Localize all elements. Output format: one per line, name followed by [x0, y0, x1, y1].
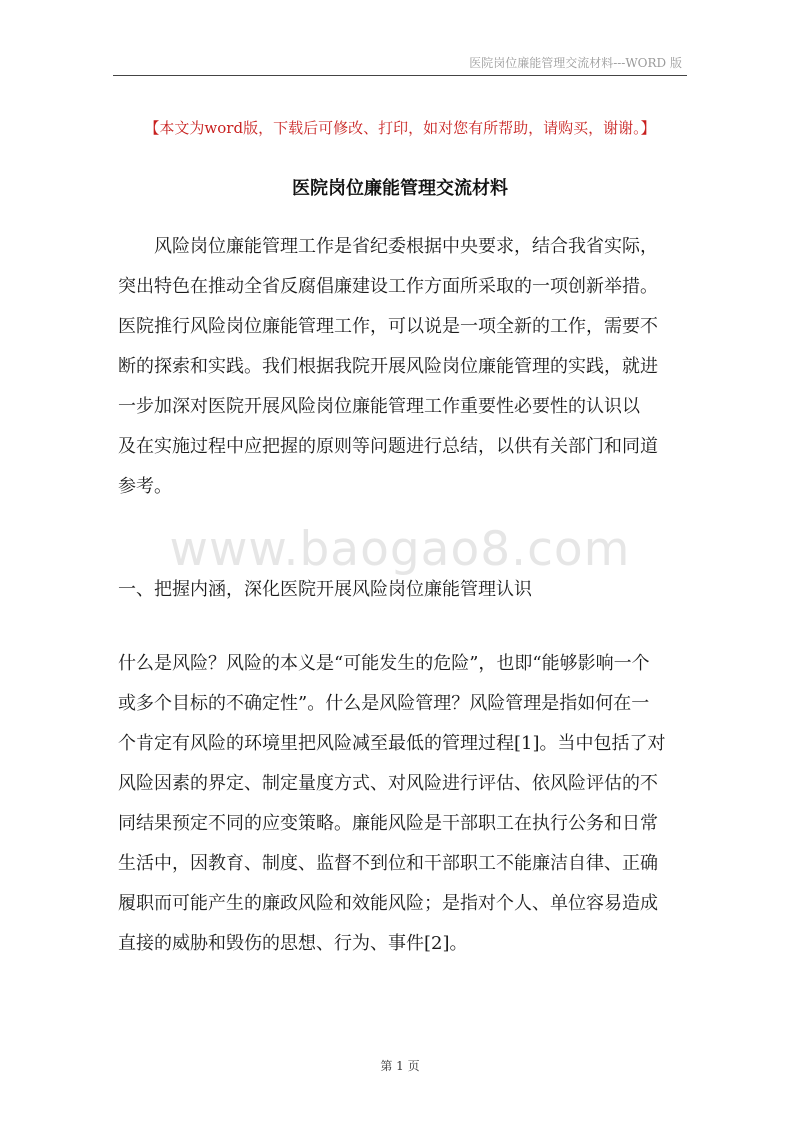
section-heading: 一、把握内涵，深化医院开展风险岗位廉能管理认识	[118, 579, 532, 600]
paragraph-line: 直接的威胁和毁伤的思想、行为、事件[2]。	[118, 933, 468, 954]
document-title: 医院岗位廉能管理交流材料	[292, 178, 508, 199]
paragraph-line: 履职而可能产生的廉政风险和效能风险；是指对个人、单位容易造成	[118, 893, 658, 914]
paragraph-line: 突出特色在推动全省反腐倡廉建设工作方面所采取的一项创新举措。	[118, 276, 658, 297]
paragraph-line: 断的探索和实践。我们根据我院开展风险岗位廉能管理的实践，就进	[118, 356, 658, 377]
paragraph-line: 个肯定有风险的环境里把风险减至最低的管理过程[1]。当中包括了对	[118, 733, 666, 754]
paragraph-line: 一步加深对医院开展风险岗位廉能管理工作重要性必要性的认识以	[118, 396, 640, 417]
paragraph-line: 医院推行风险岗位廉能管理工作，可以说是一项全新的工作，需要不	[118, 316, 658, 337]
paragraph-line: 参考。	[118, 476, 172, 497]
paragraph-line: 及在实施过程中应把握的原则等问题进行总结，以供有关部门和同道	[118, 436, 658, 457]
watermark: www.baogao8.com	[169, 522, 631, 577]
intro-paragraph	[118, 227, 658, 507]
page-number: 第 1 页	[380, 1059, 420, 1073]
header-title: 医院岗位廉能管理交流材料---WORD 版	[469, 56, 682, 70]
paragraph-line: 风险岗位廉能管理工作是省纪委根据中央要求，结合我省实际，	[118, 236, 658, 257]
purchase-notice: 【本文为word版，下载后可修改、打印，如对您有所帮助，请购买，谢谢。】	[144, 119, 656, 137]
paragraph-line: 或多个目标的不确定性”。什么是风险管理？风险管理是指如何在一	[118, 693, 650, 714]
paragraph-line: 风险因素的界定、制定量度方式、对风险进行评估、依风险评估的不	[118, 773, 658, 794]
paragraph-line: 同结果预定不同的应变策略。廉能风险是干部职工在执行公务和日常	[118, 813, 658, 834]
paragraph-line: 生活中，因教育、制度、监督不到位和干部职工不能廉洁自律、正确	[118, 853, 658, 874]
header-divider	[113, 75, 687, 76]
section-paragraph	[118, 644, 666, 964]
paragraph-line: 什么是风险？风险的本义是“可能发生的危险”，也即“能够影响一个	[118, 653, 650, 674]
